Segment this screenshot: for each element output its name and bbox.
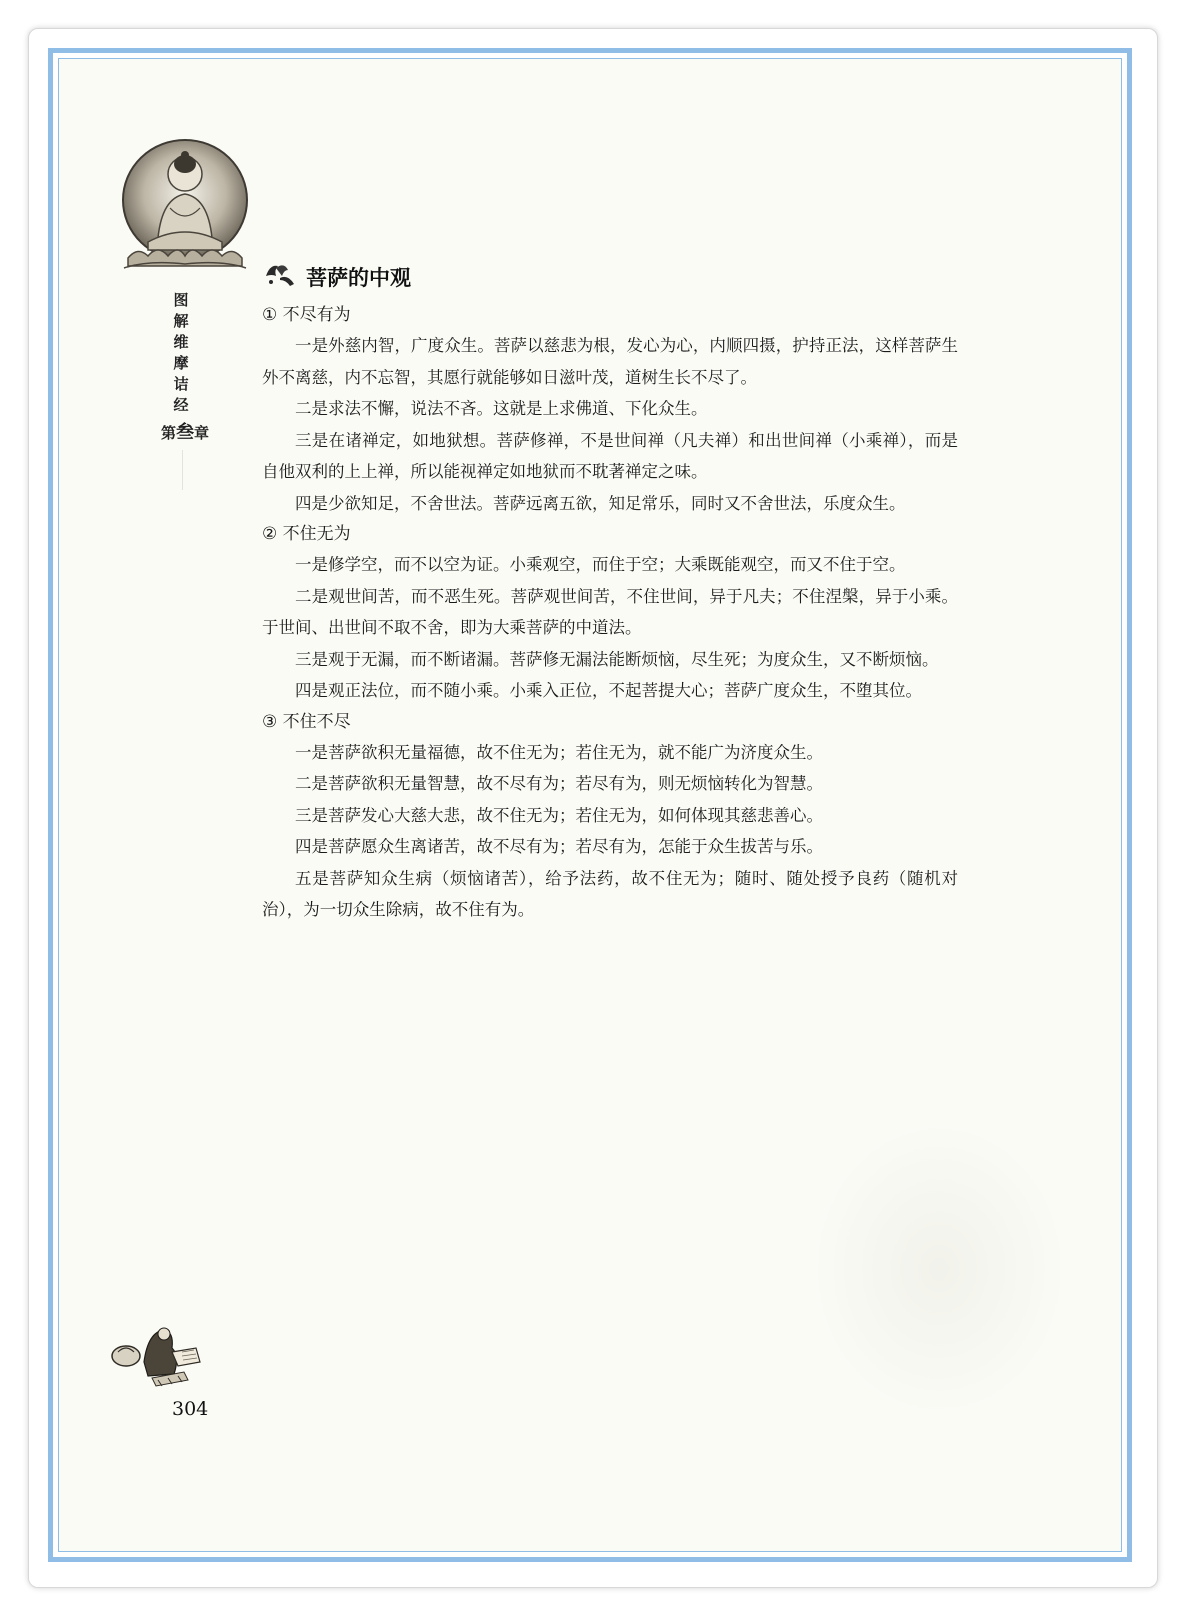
- buddha-emblem: [118, 138, 252, 278]
- paragraph: 五是菩萨知众生病（烦恼诸苦），给予法药，故不住无为；随时、随处授予良药（随机对治），为一切众生除病，故不住有为。: [262, 868, 958, 919]
- group-2: [262, 519, 958, 707]
- group-1: [262, 300, 958, 519]
- section-heading: 菩萨的中观: [306, 266, 411, 290]
- paragraph: 三是菩萨发心大慈大悲，故不住无为；若住无为，如何体现其慈悲善心。: [295, 805, 823, 825]
- paragraph: 一是菩萨欲积无量福德，故不住无为；若住无为，就不能广为济度众生。: [295, 742, 823, 762]
- subhead-1: ① 不尽有为: [262, 305, 351, 325]
- subhead-2: ② 不住无为: [262, 524, 351, 544]
- page-number: 304: [172, 1398, 209, 1420]
- scholar-illustration: [108, 1322, 214, 1388]
- paragraph: 三是在诸禅定，如地狱想。菩萨修禅，不是世间禅（凡夫禅）和出世间禅（小乘禅），而是自他双利的上上禅，所以能视禅定如地狱而不耽著禅定之味。: [262, 430, 958, 481]
- paragraph: 四是观正法位，而不随小乘。小乘入正位，不起菩提大心；菩萨广度众生，不堕其位。: [295, 681, 922, 700]
- paragraph: 二是观世间苦，而不恶生死。菩萨观世间苦，不住世间，异于凡夫；不住涅槃，异于小乘。于世间、出世间不取不舍，即为大乘菩萨的中道法。: [262, 586, 958, 637]
- paragraph: 四是少欲知足，不舍世法。菩萨远离五欲，知足常乐，同时又不舍世法，乐度众生。: [295, 493, 906, 513]
- brush-ornament-icon: [262, 258, 300, 290]
- paragraph: 二是菩萨欲积无量智慧，故不尽有为；若尽有为，则无烦恼转化为智慧。: [295, 774, 823, 793]
- main-content: [262, 300, 958, 926]
- chapter-label: [150, 418, 220, 444]
- chapter-prefix: 第: [160, 424, 176, 442]
- sidebar-divider: [182, 450, 183, 490]
- paragraph: 三是观于无漏，而不断诸漏。菩萨修无漏法能断烦恼，尽生死；为度众生，又不断烦恼。: [295, 649, 939, 669]
- book-title-vertical: 图解维摩诘经: [173, 291, 189, 414]
- paragraph: 一是外慈内智，广度众生。菩萨以慈悲为根，发心为心，内顺四摄，护持正法，这样菩萨生外不离慈，内不忘智，其愿行就能够如日滋叶茂，道树生长不尽了。: [262, 336, 958, 387]
- group-3: [262, 707, 958, 926]
- chapter-suffix: 章: [194, 424, 210, 442]
- subhead-3: ③ 不住不尽: [262, 711, 351, 732]
- background-watermark: [809, 1119, 1069, 1419]
- paragraph: 一是修学空，而不以空为证。小乘观空，而住于空；大乘既能观空，而又不住于空。: [295, 555, 906, 574]
- paragraph: 二是求法不懈，说法不吝。这就是上求佛道、下化众生。: [295, 399, 708, 418]
- paragraph: 四是菩萨愿众生离诸苦，故不尽有为；若尽有为，怎能于众生拔苦与乐。: [295, 837, 823, 856]
- chapter-number: 叁: [176, 422, 194, 443]
